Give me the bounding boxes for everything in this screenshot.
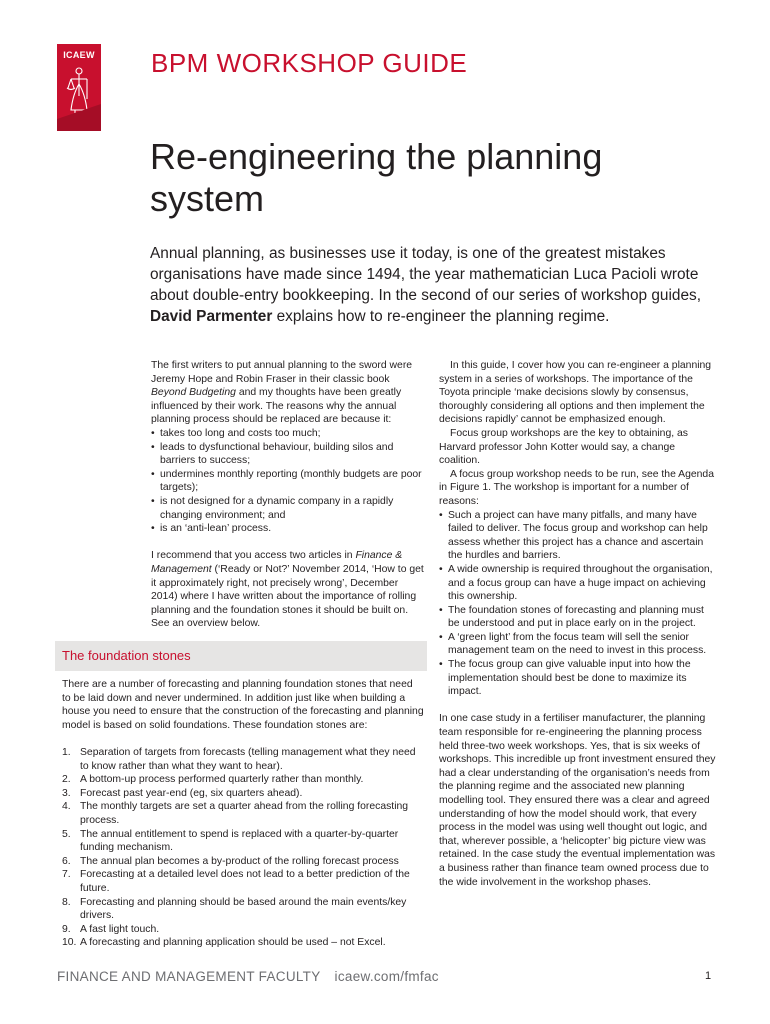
- list-item-text: takes too long and costs too much;: [160, 427, 321, 439]
- bullet-icon: •: [439, 563, 443, 575]
- list-number: 10.: [62, 937, 77, 949]
- recommend-text-rest: (‘Ready or Not?’ November 2014, ‘How to get it approximately right, not precisely wrong’, December 2014) where I have written about the importance of rolling planning and the foundation stones it should be built on. See an overview below.: [151, 563, 424, 630]
- bullet-icon: •: [439, 509, 443, 521]
- intro-paragraph: [151, 359, 426, 427]
- list-item-text: undermines monthly reporting (monthly budgets are poor targets);: [160, 468, 422, 494]
- book-title: Beyond Budgeting: [151, 387, 236, 399]
- list-item-text: A forecasting and planning application should be used – not Excel.: [80, 937, 386, 949]
- list-item: [62, 923, 424, 937]
- bullet-icon: •: [151, 523, 155, 535]
- list-item-text: A wide ownership is required throughout the organisation, and a focus group can have a huge impact on achieving this ownership.: [448, 563, 713, 603]
- list-number: 7.: [62, 869, 71, 881]
- list-item-text: is not designed for a dynamic company in a rapidly changing environment; and: [160, 495, 394, 521]
- standfirst-text-pre: Annual planning, as businesses use it today, is one of the greatest mistakes organisations have made since 1494, the year mathematician Luca Pacioli wrote about double-entry bookkeeping. In the second of our series of workshop guides,: [150, 245, 701, 304]
- author-name: David Parmenter: [150, 308, 273, 325]
- list-item-text: The annual plan becomes a by-product of the rolling forecast process: [80, 855, 399, 867]
- list-item: [62, 787, 424, 801]
- guide-paragraph: In this guide, I cover how you can re-engineer a planning system in a series of workshops. The importance of the Toyota principle ‘make decisions slowly by consensus, thoroughly considering all options and then implement the decisions rapidly’ cannot be emphasized enough.: [439, 360, 712, 426]
- article-title: Re-engineering the planning system: [150, 136, 603, 219]
- box-header: [55, 641, 427, 671]
- list-item: [439, 631, 717, 658]
- list-number: 9.: [62, 923, 71, 935]
- list-item-text: is an ‘anti-lean’ process.: [160, 523, 272, 535]
- list-item-text: A bottom-up process performed quarterly rather than monthly.: [80, 774, 364, 786]
- list-item-text: leads to dysfunctional behaviour, building silos and barriers to success;: [160, 441, 394, 467]
- focus-group-paragraph: Focus group workshops are the key to obtaining, as Harvard professor John Kotter would say, a change coalition.: [439, 427, 688, 467]
- list-item: [439, 658, 717, 699]
- list-item: [439, 563, 717, 604]
- bullet-icon: •: [439, 604, 443, 616]
- list-item-text: A fast light touch.: [80, 923, 160, 935]
- list-number: 8.: [62, 896, 71, 908]
- bullet-icon: •: [439, 631, 443, 643]
- bullet-icon: •: [151, 441, 155, 453]
- list-item-text: Forecasting and planning should be based around the main events/key drivers.: [80, 896, 407, 922]
- list-item: [151, 441, 426, 468]
- list-item: [439, 604, 717, 631]
- logo-text: ICAEW: [63, 50, 95, 60]
- footer: [57, 969, 439, 984]
- bullet-icon: •: [151, 468, 155, 480]
- list-item: [62, 855, 424, 869]
- case-study-paragraph: In one case study in a fertiliser manufacturer, the planning team responsible for re-engineering the planning process held three-two week workshops. Yes, that is six weeks of workshops. This incredible up front investment ensured they had a clear understanding of the organisation’s needs from the planning regime and the associated new planning modelling tool. They ensured there was a clear and agreed understanding of how the model should work, that every process in the model was using well thought out logic, and that, wherever possible, a ‘helicopter’ big picture view was retained. In the case study the eventual implementation was a business rather than finance team owned process due to the wide involvement in the workshop phases.: [439, 713, 716, 888]
- list-item: [62, 868, 424, 895]
- bullet-icon: •: [151, 495, 155, 507]
- list-item: [62, 896, 424, 923]
- list-item-text: Separation of targets from forecasts (telling management what they need to know rather than what they want to hear).: [80, 747, 416, 772]
- list-item-text: The monthly targets are set a quarter ahead from the rolling forecasting process.: [80, 801, 409, 826]
- faculty-name: FINANCE AND MANAGEMENT FACULTY: [57, 969, 321, 984]
- intro-text-rest: and my thoughts have been greatly influenced by their work. The reasons why the annual planning process should be replaced are because it:: [151, 387, 402, 426]
- magazine-title: Finance & Management: [151, 550, 403, 575]
- faculty-url[interactable]: icaew.com/fmfac: [334, 969, 439, 984]
- list-item: [62, 800, 424, 827]
- list-number: 3.: [62, 787, 71, 799]
- list-item-text: The foundation stones of forecasting and planning must be understood and put in place early on in the project.: [448, 604, 704, 630]
- recommend-text: I recommend that you access two articles in: [151, 550, 356, 562]
- foundation-stones-box: [55, 641, 427, 949]
- left-column: [151, 359, 426, 631]
- list-item-text: The focus group can give valuable input into how the implementation should best be done to maximize its impact.: [448, 659, 691, 698]
- page-number: 1: [705, 970, 712, 982]
- guide-title: BPM WORKSHOP GUIDE: [151, 48, 468, 78]
- list-item-text: A ‘green light’ from the focus team will sell the senior management team on the need to invest in this process.: [448, 631, 707, 657]
- standfirst-text-post: explains how to re-engineer the planning regime.: [272, 308, 610, 325]
- list-number: 2.: [62, 774, 71, 786]
- bullet-icon: •: [439, 659, 443, 671]
- list-item: [62, 828, 424, 855]
- list-item-text: The annual entitlement to spend is replaced with a quarter-by-quarter funding mechanism.: [80, 828, 399, 854]
- intro-text: The first writers to put annual planning to the sword were Jeremy Hope and Robin Fraser in their classic book: [151, 360, 413, 385]
- list-number: 6.: [62, 855, 71, 867]
- list-item-text: Forecasting at a detailed level does not lead to a better prediction of the future.: [80, 869, 410, 894]
- list-item: [62, 936, 424, 950]
- justice-figure-icon: [57, 44, 101, 131]
- list-item: [151, 495, 426, 522]
- list-number: 4.: [62, 801, 71, 813]
- list-item: [151, 522, 426, 536]
- list-item: [151, 468, 426, 495]
- list-number: 1.: [62, 747, 71, 758]
- list-item: [151, 427, 426, 441]
- list-item-text: Forecast past year-end (eg, six quarters ahead).: [80, 787, 303, 799]
- right-column: [439, 359, 717, 889]
- list-item: [62, 746, 424, 773]
- box-heading: The foundation stones: [62, 648, 191, 663]
- standfirst: [150, 243, 730, 327]
- recommend-paragraph: [151, 549, 426, 631]
- list-item-text: Such a project can have many pitfalls, and many have failed to deliver. The focus group and workshop can help assess whether this project has a chance and ascertain the hurdles and barriers.: [448, 509, 708, 562]
- bullet-icon: •: [151, 427, 155, 439]
- workshop-paragraph: A focus group workshop needs to be run, see the Agenda in Figure 1. The workshop is important for a number of reasons:: [439, 468, 714, 507]
- list-number: 5.: [62, 828, 71, 840]
- box-intro: There are a number of forecasting and planning foundation stones that need to be laid down and never undermined. In addition just like when building a house you need to ensure that the construction of the forecasting and planning model is based on solid foundations. These foundation stones are:: [62, 679, 424, 731]
- list-item: [439, 509, 717, 563]
- foundation-stones-list: [62, 746, 424, 950]
- icaew-logo: [57, 44, 101, 131]
- list-item: [62, 773, 424, 787]
